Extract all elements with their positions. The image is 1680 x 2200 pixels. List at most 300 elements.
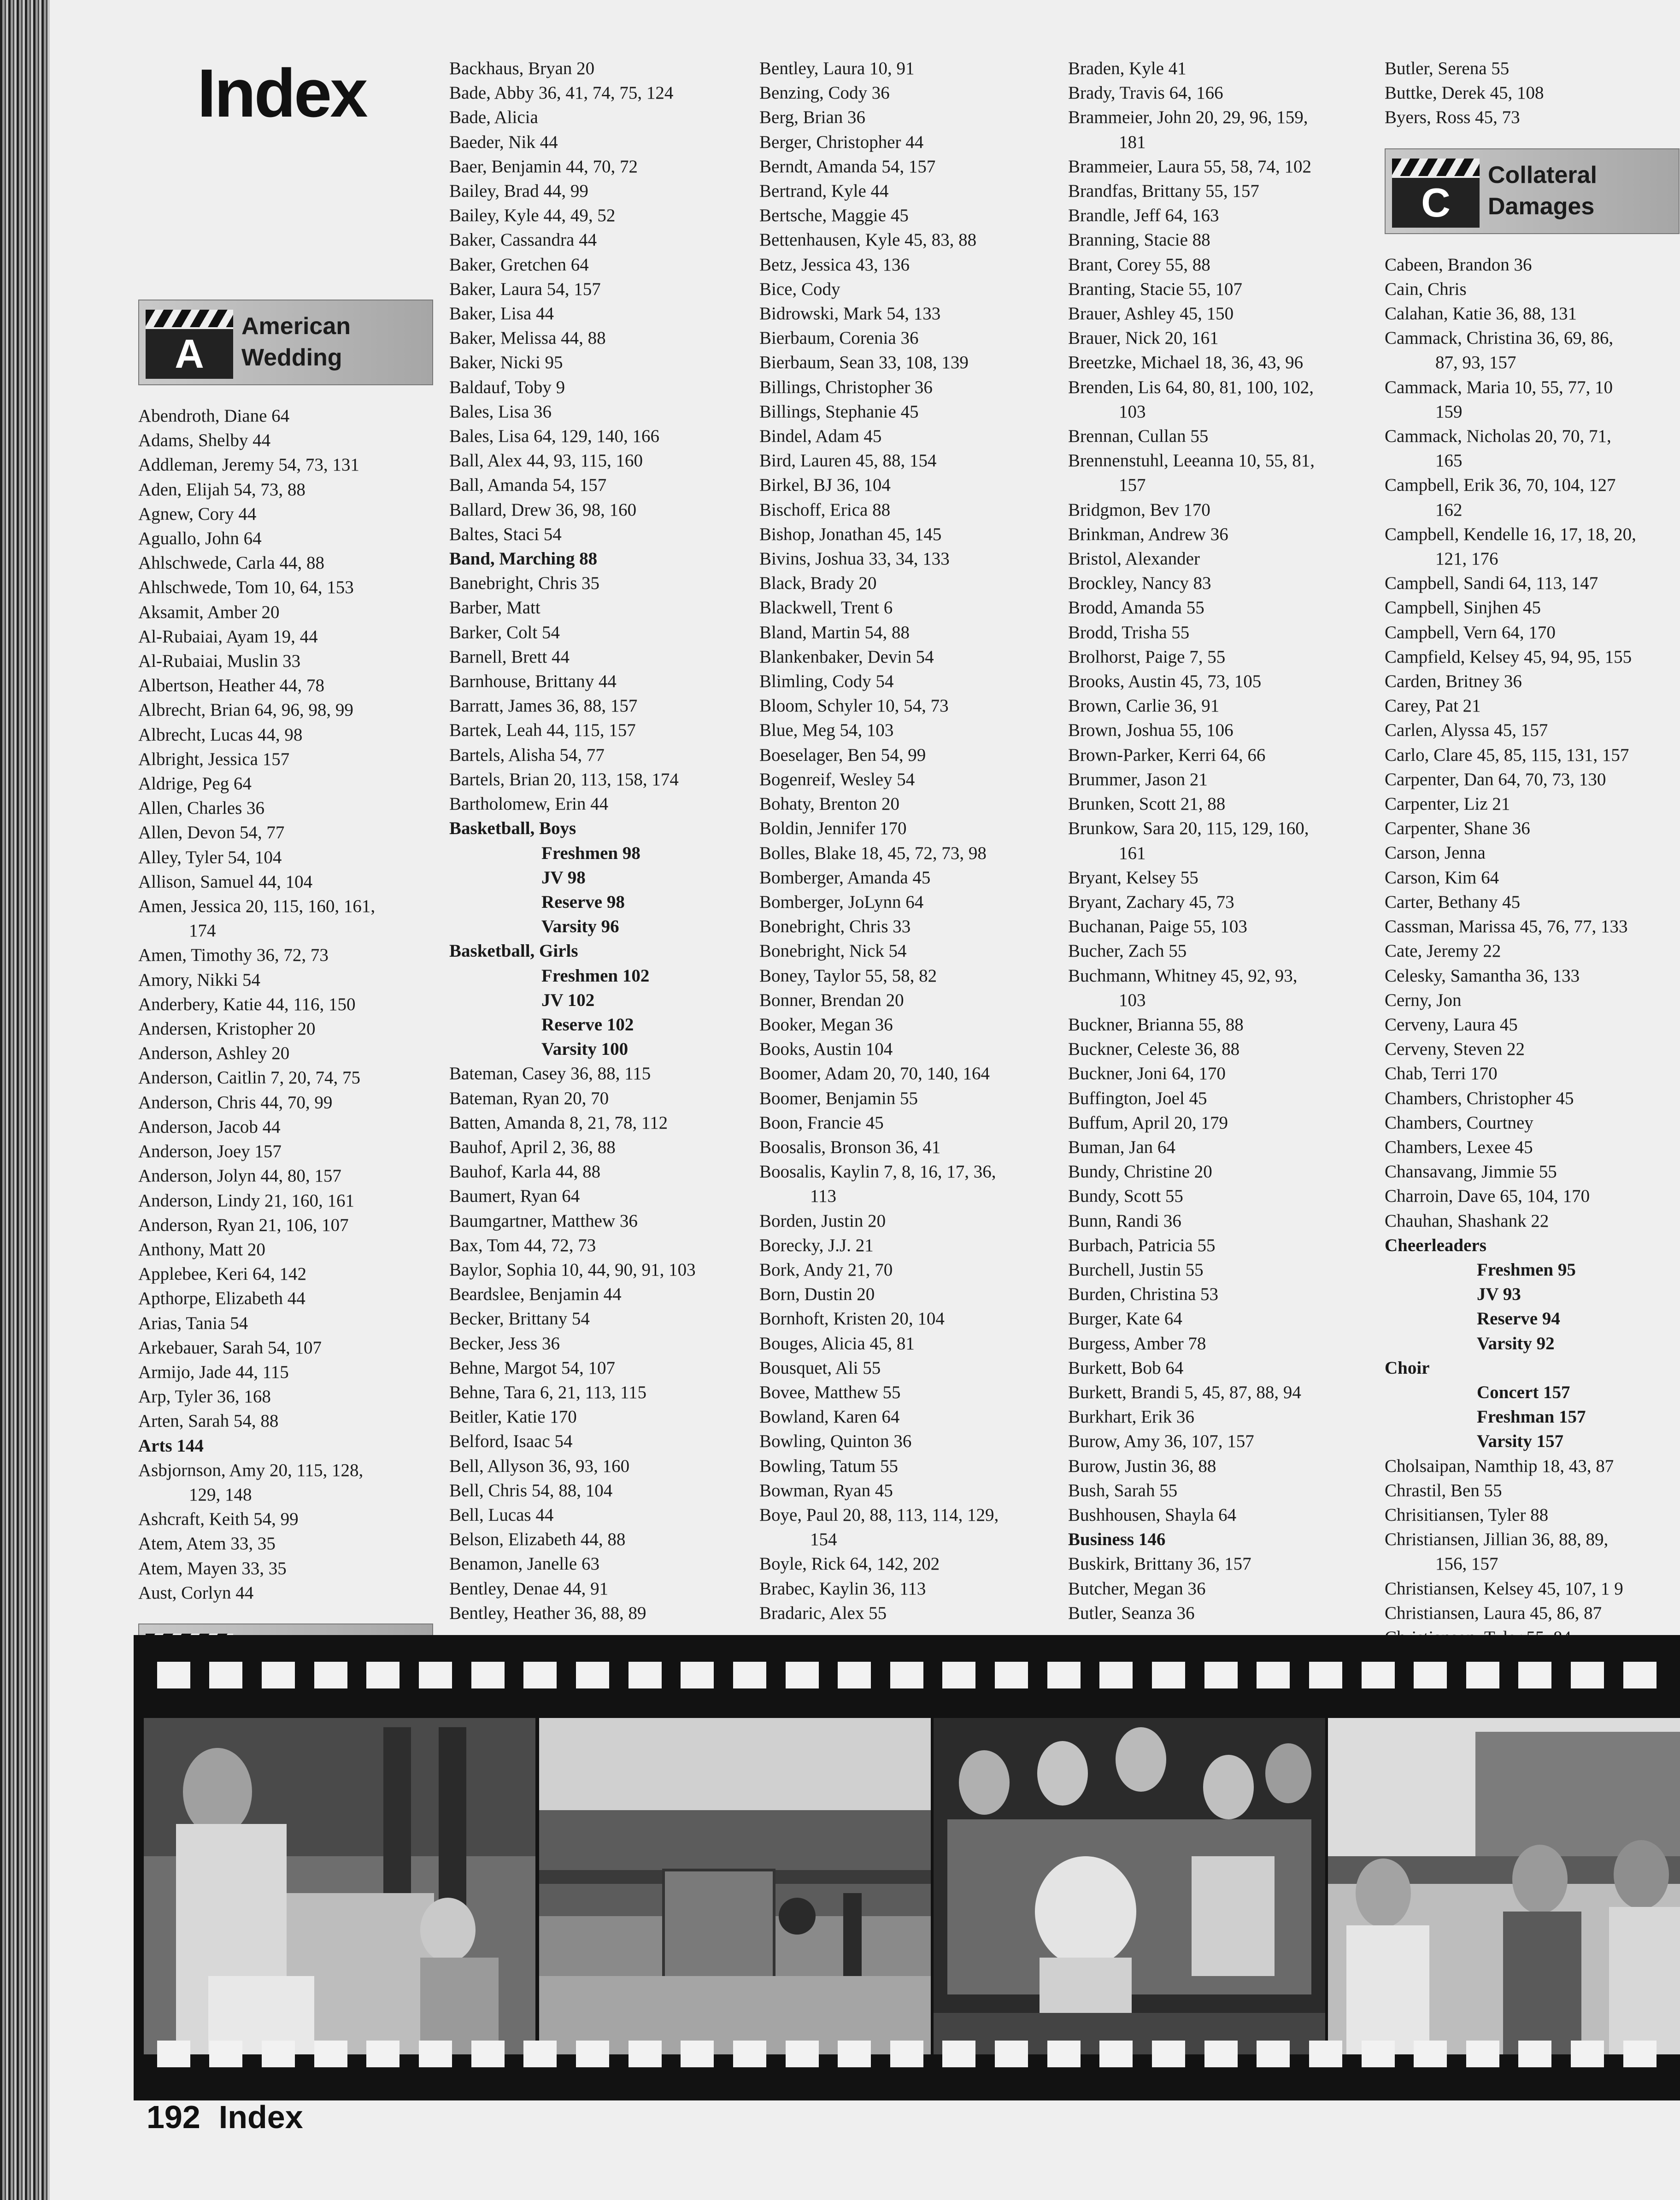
index-subtopic: Concert 157	[1477, 1382, 1570, 1402]
index-entry: Bateman, Ryan 20, 70	[449, 1088, 609, 1108]
index-entry: Burger, Kate 64	[1068, 1309, 1182, 1329]
photo-courtyard-dunk-tank	[539, 1718, 931, 2054]
index-entry: Aden, Elijah 54, 73, 88	[138, 479, 305, 500]
index-subtopic: Freshmen 98	[541, 843, 640, 863]
index-entry: Boye, Paul 20, 88, 113, 114, 129,	[759, 1505, 999, 1525]
index-entry: Banebright, Chris 35	[449, 573, 600, 594]
index-entry: Christiansen, Kelsey 45, 107, 1 9	[1385, 1578, 1623, 1599]
index-entry: Boosalis, Bronson 36, 41	[759, 1137, 941, 1157]
index-entry: Cain, Chris	[1385, 279, 1467, 299]
index-entry: Boldin, Jennifer 170	[759, 818, 907, 839]
index-entry: Bouges, Alicia 45, 81	[759, 1333, 915, 1353]
index-entry: Beardslee, Benjamin 44	[449, 1284, 622, 1305]
index-entry: Bentley, Heather 36, 88, 89	[449, 1603, 646, 1623]
index-entry: Amen, Timothy 36, 72, 73	[138, 945, 329, 965]
index-entry: Abendroth, Diane 64	[138, 406, 290, 426]
index-entry: Calahan, Katie 36, 88, 131	[1385, 304, 1577, 324]
index-entry: Boney, Taylor 55, 58, 82	[759, 965, 937, 986]
index-entry: Bade, Abby 36, 41, 74, 75, 124	[449, 83, 674, 103]
index-entry: Buman, Jan 64	[1068, 1137, 1175, 1157]
index-column-2	[449, 56, 744, 1625]
index-entry: Brown-Parker, Kerri 64, 66	[1068, 745, 1266, 765]
index-column-5	[1385, 56, 1680, 1650]
index-entry: Baer, Benjamin 44, 70, 72	[449, 156, 638, 176]
index-entry: Brooks, Austin 45, 73, 105	[1068, 671, 1262, 692]
index-entry: Billings, Christopher 36	[759, 377, 933, 397]
section-banner-title: Collateral Damages	[1488, 161, 1597, 220]
index-entry: Anderson, Lindy 21, 160, 161	[138, 1190, 355, 1211]
index-entry: Bivins, Joshua 33, 34, 133	[759, 549, 950, 569]
index-entry: Applebee, Keri 64, 142	[138, 1264, 306, 1284]
index-entry: Albright, Jessica 157	[138, 749, 290, 769]
index-entry: Boomer, Benjamin 55	[759, 1088, 918, 1108]
index-entry: Carpenter, Liz 21	[1385, 794, 1510, 814]
index-entry: Bowman, Ryan 45	[759, 1480, 893, 1500]
index-entry: Butcher, Megan 36	[1068, 1578, 1206, 1599]
index-entry-continuation: 157	[1119, 475, 1146, 495]
index-entry: Berger, Christopher 44	[759, 132, 924, 152]
film-sprocket-holes-bottom	[134, 2041, 1680, 2073]
index-entry: Campbell, Erik 36, 70, 104, 127	[1385, 475, 1616, 495]
index-entry-continuation: 156, 157	[1435, 1554, 1498, 1574]
index-entry: Anderson, Ashley 20	[138, 1043, 290, 1064]
index-entry: Baeder, Nik 44	[449, 132, 558, 152]
index-entry: Bornhoft, Kristen 20, 104	[759, 1309, 945, 1329]
index-entry: Bogenreif, Wesley 54	[759, 769, 915, 789]
index-entry: Branting, Stacie 55, 107	[1068, 279, 1243, 299]
section-banner-c	[1385, 148, 1680, 234]
index-entry: Adams, Shelby 44	[138, 430, 271, 451]
index-subtopic: JV 102	[541, 990, 595, 1010]
index-entry: Brandfas, Brittany 55, 157	[1068, 181, 1259, 201]
index-entry: Brockley, Nancy 83	[1068, 573, 1211, 594]
index-entry: Braden, Kyle 41	[1068, 59, 1187, 78]
index-entry: Bonner, Brendan 20	[759, 990, 904, 1010]
index-entry: Chansavang, Jimmie 55	[1385, 1162, 1557, 1182]
index-entry: Cerveny, Laura 45	[1385, 1014, 1518, 1035]
index-entry: Cate, Jeremy 22	[1385, 941, 1501, 961]
index-entry: Carpenter, Shane 36	[1385, 818, 1530, 839]
index-entry-continuation: 121, 176	[1435, 549, 1498, 569]
index-entry-continuation: 87, 93, 157	[1435, 353, 1516, 373]
index-entry: Amory, Nikki 54	[138, 970, 261, 990]
index-subtopic: Freshman 157	[1477, 1407, 1586, 1427]
index-entry: Allison, Samuel 44, 104	[138, 871, 313, 892]
index-entry: Brauer, Nick 20, 161	[1068, 328, 1219, 348]
index-entry: Boon, Francie 45	[759, 1112, 884, 1133]
index-entry: Campfield, Kelsey 45, 94, 95, 155	[1385, 647, 1632, 667]
index-entry: Agnew, Cory 44	[138, 504, 257, 524]
index-entry: Albrecht, Lucas 44, 98	[138, 724, 303, 745]
index-entry: Bousquet, Ali 55	[759, 1358, 881, 1378]
index-entry: Carson, Jenna	[1385, 843, 1486, 863]
index-entry: Branning, Stacie 88	[1068, 230, 1210, 250]
index-entry: Brant, Corey 55, 88	[1068, 254, 1210, 275]
index-entry: Ballard, Drew 36, 98, 160	[449, 500, 637, 520]
page-footer	[147, 2099, 322, 2135]
index-entry: Bomberger, JoLynn 64	[759, 892, 924, 912]
section-banner-title: American Wedding	[241, 313, 351, 371]
index-entry: Baumgartner, Matthew 36	[449, 1211, 638, 1231]
index-entry: Buskirk, Brittany 36, 157	[1068, 1554, 1251, 1574]
index-entry: Bowland, Karen 64	[759, 1407, 900, 1427]
index-entry: Alley, Tyler 54, 104	[138, 847, 282, 867]
index-entry: Bales, Lisa 64, 129, 140, 166	[449, 426, 660, 447]
index-entry: Ahlschwede, Carla 44, 88	[138, 553, 324, 573]
index-entry: Boosalis, Kaylin 7, 8, 16, 17, 36,	[759, 1162, 996, 1182]
index-entry: Brenden, Lis 64, 80, 81, 100, 102,	[1068, 377, 1314, 397]
index-entry: Apthorpe, Elizabeth 44	[138, 1288, 305, 1309]
index-entry-continuation: 154	[810, 1529, 837, 1550]
index-entry: Beitler, Katie 170	[449, 1407, 577, 1427]
index-entry: Cammack, Christina 36, 69, 86,	[1385, 328, 1614, 348]
index-entry: Anderson, Caitlin 7, 20, 74, 75	[138, 1068, 361, 1088]
index-entry: Anderson, Chris 44, 70, 99	[138, 1092, 333, 1112]
index-entry: Bice, Cody	[759, 279, 840, 299]
index-entry: Chrisitiansen, Tyler 88	[1385, 1505, 1549, 1525]
index-entry: Bowling, Tatum 55	[759, 1456, 898, 1476]
index-entry: Bentley, Laura 10, 91	[759, 59, 915, 78]
index-entry-continuation: 103	[1119, 401, 1146, 422]
index-entry: Carpenter, Dan 64, 70, 73, 130	[1385, 769, 1606, 789]
index-entry: Betz, Jessica 43, 136	[759, 254, 910, 275]
index-entry: Anderson, Jolyn 44, 80, 157	[138, 1166, 341, 1186]
index-topic-heading: Business 146	[1068, 1529, 1166, 1550]
index-entry: Bundy, Scott 55	[1068, 1186, 1183, 1206]
index-entry: Books, Austin 104	[759, 1039, 893, 1059]
index-entry: Cammack, Nicholas 20, 70, 71,	[1385, 426, 1611, 447]
index-entry: Bonebright, Chris 33	[759, 917, 911, 937]
index-entry: Aust, Corlyn 44	[138, 1582, 254, 1603]
index-entry: Bovee, Matthew 55	[759, 1382, 901, 1402]
index-entry: Brauer, Ashley 45, 150	[1068, 304, 1234, 324]
page-binding-edge	[0, 0, 50, 2200]
index-topic-heading: Arts 144	[138, 1435, 204, 1456]
index-entry: Baker, Gretchen 64	[449, 254, 589, 275]
index-entry: Barber, Matt	[449, 598, 540, 618]
index-entry: Backhaus, Bryan 20	[449, 59, 595, 78]
index-entry: Bryant, Kelsey 55	[1068, 867, 1198, 888]
index-entry: Brummer, Jason 21	[1068, 769, 1208, 789]
index-entry-continuation: 174	[189, 921, 216, 941]
index-entry: Byers, Ross 45, 73	[1385, 107, 1520, 128]
index-entry: Carlo, Clare 45, 85, 115, 131, 157	[1385, 745, 1629, 765]
index-entry: Belson, Elizabeth 44, 88	[449, 1529, 626, 1550]
index-entry: Chambers, Courtney	[1385, 1112, 1533, 1133]
index-entry: Bryant, Zachary 45, 73	[1068, 892, 1234, 912]
index-entry: Butler, Serena 55	[1385, 59, 1510, 78]
index-entry: Campbell, Vern 64, 170	[1385, 622, 1556, 642]
index-entry: Barker, Colt 54	[449, 622, 560, 642]
index-entry: Bischoff, Erica 88	[759, 500, 891, 520]
index-entry: Brandle, Jeff 64, 163	[1068, 206, 1219, 226]
index-entry: Burkett, Bob 64	[1068, 1358, 1184, 1378]
index-topic-heading: Basketball, Girls	[449, 941, 578, 961]
index-entry: Atem, Atem 33, 35	[138, 1534, 276, 1554]
index-entry: Campbell, Kendelle 16, 17, 18, 20,	[1385, 524, 1636, 544]
index-subtopic: Freshmen 95	[1477, 1259, 1576, 1280]
index-entry: Anderson, Jacob 44	[138, 1117, 281, 1137]
clapperboard-icon	[146, 310, 233, 379]
index-entry: Blackwell, Trent 6	[759, 598, 893, 618]
index-entry: Bush, Sarah 55	[1068, 1480, 1178, 1500]
index-entry-continuation: 113	[810, 1186, 837, 1206]
index-entry: Cammack, Maria 10, 55, 77, 10	[1385, 377, 1613, 397]
index-entry: Bomberger, Amanda 45	[759, 867, 931, 888]
index-entry: Borden, Justin 20	[759, 1211, 886, 1231]
index-entry: Baker, Melissa 44, 88	[449, 328, 606, 348]
index-entry: Blankenbaker, Devin 54	[759, 647, 934, 667]
film-sprocket-holes-top	[134, 1662, 1680, 1694]
index-entry: Batten, Amanda 8, 21, 78, 112	[449, 1112, 668, 1133]
index-entry: Burgess, Amber 78	[1068, 1333, 1206, 1353]
index-entry: Butler, Seanza 36	[1068, 1603, 1195, 1623]
index-entry-continuation: 161	[1119, 843, 1146, 863]
index-entry: Bradaric, Alex 55	[759, 1603, 887, 1623]
index-entry: Barratt, James 36, 88, 157	[449, 696, 638, 716]
index-entry: Bidrowski, Mark 54, 133	[759, 304, 941, 324]
index-entry: Allen, Devon 54, 77	[138, 823, 285, 843]
index-entry-continuation: 159	[1435, 401, 1463, 422]
index-entry: Buckner, Celeste 36, 88	[1068, 1039, 1240, 1059]
index-entry: Armijo, Jade 44, 115	[138, 1362, 289, 1382]
index-entry: Bonebright, Nick 54	[759, 941, 907, 961]
index-entry: Brennenstuhl, Leeanna 10, 55, 81,	[1068, 451, 1315, 471]
index-entry-continuation: 103	[1119, 990, 1146, 1010]
index-entry: Aldrige, Peg 64	[138, 774, 252, 794]
index-entry: Brinkman, Andrew 36	[1068, 524, 1228, 544]
index-entry: Bateman, Casey 36, 88, 115	[449, 1064, 651, 1084]
page-number: 192	[147, 2099, 200, 2135]
index-entry: Asbjornson, Amy 20, 115, 128,	[138, 1460, 364, 1480]
index-entry: Berg, Brian 36	[759, 107, 866, 128]
index-entry: Bell, Chris 54, 88, 104	[449, 1480, 613, 1500]
index-entry: Brodd, Amanda 55	[1068, 598, 1204, 618]
index-entry: Benzing, Cody 36	[759, 83, 890, 103]
index-entry: Atem, Mayen 33, 35	[138, 1558, 287, 1578]
index-entry: Anderson, Joey 157	[138, 1141, 282, 1162]
index-entry: Bridgmon, Bev 170	[1068, 500, 1210, 520]
index-entry: Bertrand, Kyle 44	[759, 181, 889, 201]
index-topic-heading: Choir	[1385, 1358, 1430, 1378]
index-subtopic: Reserve 98	[541, 892, 625, 912]
photo-library-students	[144, 1718, 535, 2054]
index-entry: Bartek, Leah 44, 115, 157	[449, 720, 636, 741]
index-entry: Baker, Nicki 95	[449, 353, 563, 373]
index-subtopic: Reserve 102	[541, 1014, 634, 1035]
index-entry: Burbach, Patricia 55	[1068, 1235, 1216, 1255]
film-strip	[134, 1635, 1680, 2100]
index-entry: Al-Rubaiai, Muslin 33	[138, 651, 301, 671]
index-entry: Aksamit, Amber 20	[138, 602, 280, 622]
index-entry-continuation: 181	[1119, 132, 1146, 152]
index-entry: Barnhouse, Brittany 44	[449, 671, 617, 692]
index-entry: Bork, Andy 21, 70	[759, 1259, 893, 1280]
index-entry: Anthony, Matt 20	[138, 1239, 265, 1259]
index-entry: Arp, Tyler 36, 168	[138, 1387, 271, 1407]
index-entry: Bartels, Alisha 54, 77	[449, 745, 605, 765]
index-entry-continuation: 162	[1435, 500, 1463, 520]
index-entry: Bartels, Brian 20, 113, 158, 174	[449, 769, 679, 789]
footer-label: Index	[218, 2099, 303, 2135]
index-entry-continuation: 165	[1435, 451, 1463, 471]
index-entry: Bauhof, April 2, 36, 88	[449, 1137, 616, 1157]
index-entry: Behne, Margot 54, 107	[449, 1358, 615, 1378]
index-entry: Belford, Isaac 54	[449, 1431, 573, 1452]
index-entry: Baltes, Staci 54	[449, 524, 562, 544]
index-entry: Burden, Christina 53	[1068, 1284, 1219, 1305]
index-entry: Bertsche, Maggie 45	[759, 206, 909, 226]
index-subtopic: Reserve 94	[1477, 1309, 1560, 1329]
index-entry: Burkhart, Erik 36	[1068, 1407, 1195, 1427]
index-entry: Buffington, Joel 45	[1068, 1088, 1207, 1108]
index-entry: Breetzke, Michael 18, 36, 43, 96	[1068, 353, 1304, 373]
index-entry: Bunn, Randi 36	[1068, 1211, 1181, 1231]
index-entry: Becker, Jess 36	[449, 1333, 560, 1353]
index-entry: Chambers, Christopher 45	[1385, 1088, 1574, 1108]
index-entry: Cerveny, Steven 22	[1385, 1039, 1525, 1059]
index-entry: Bohaty, Brenton 20	[759, 794, 900, 814]
index-entry: Bowling, Quinton 36	[759, 1431, 912, 1452]
index-entry: Borecky, J.J. 21	[759, 1235, 874, 1255]
index-subtopic: Varsity 96	[541, 917, 619, 937]
index-entry: Brodd, Trisha 55	[1068, 622, 1190, 642]
index-entry: Bishop, Jonathan 45, 145	[759, 524, 942, 544]
index-topic-heading: Basketball, Boys	[449, 818, 576, 839]
index-entry: Baldauf, Toby 9	[449, 377, 565, 397]
index-entry: Bax, Tom 44, 72, 73	[449, 1235, 596, 1255]
index-entry: Brabec, Kaylin 36, 113	[759, 1578, 926, 1599]
index-entry: Amen, Jessica 20, 115, 160, 161,	[138, 896, 376, 917]
index-entry: Benamon, Janelle 63	[449, 1554, 599, 1574]
index-entry: Andersen, Kristopher 20	[138, 1019, 316, 1039]
index-entry: Bartholomew, Erin 44	[449, 794, 609, 814]
index-entry: Allen, Charles 36	[138, 798, 265, 818]
index-entry: Boeselager, Ben 54, 99	[759, 745, 926, 765]
index-column-1	[138, 281, 433, 1776]
index-entry: Brady, Travis 64, 166	[1068, 83, 1223, 103]
index-entry: Bundy, Christine 20	[1068, 1162, 1212, 1182]
index-entry: Chauhan, Shashank 22	[1385, 1211, 1549, 1231]
index-entry: Christiansen, Jillian 36, 88, 89,	[1385, 1529, 1609, 1550]
index-entry: Barnell, Brett 44	[449, 647, 570, 667]
index-entry: Brown, Joshua 55, 106	[1068, 720, 1234, 741]
index-entry: Anderbery, Katie 44, 116, 150	[138, 994, 356, 1014]
index-entry: Aguallo, John 64	[138, 529, 262, 549]
index-entry: Brammeier, Laura 55, 58, 74, 102	[1068, 156, 1312, 176]
index-entry: Brown, Carlie 36, 91	[1068, 696, 1220, 716]
index-entry: Burow, Amy 36, 107, 157	[1068, 1431, 1254, 1452]
index-entry: Bushhousen, Shayla 64	[1068, 1505, 1237, 1525]
index-entry: Bucher, Zach 55	[1068, 941, 1187, 961]
index-entry: Campbell, Sandi 64, 113, 147	[1385, 573, 1598, 594]
index-entry: Burow, Justin 36, 88	[1068, 1456, 1216, 1476]
index-subtopic: Varsity 157	[1477, 1431, 1564, 1452]
index-topic-heading: Cheerleaders	[1385, 1235, 1486, 1255]
index-entry: Cassman, Marissa 45, 76, 77, 133	[1385, 917, 1628, 937]
index-entry: Celesky, Samantha 36, 133	[1385, 965, 1580, 986]
section-banner-a	[138, 300, 433, 385]
index-entry: Christiansen, Laura 45, 86, 87	[1385, 1603, 1602, 1623]
index-entry: Chambers, Lexee 45	[1385, 1137, 1533, 1157]
index-entry: Bettenhausen, Kyle 45, 83, 88	[759, 230, 977, 250]
index-entry: Chab, Terri 170	[1385, 1064, 1498, 1084]
index-entry: Buckner, Joni 64, 170	[1068, 1064, 1226, 1084]
index-entry: Ahlschwede, Tom 10, 64, 153	[138, 577, 354, 598]
index-entry: Baker, Lisa 44	[449, 304, 554, 324]
index-entry: Carden, Britney 36	[1385, 671, 1522, 692]
index-entry: Baumert, Ryan 64	[449, 1186, 580, 1206]
index-entry: Baker, Laura 54, 157	[449, 279, 601, 299]
index-entry: Carter, Bethany 45	[1385, 892, 1521, 912]
index-entry: Brolhorst, Paige 7, 55	[1068, 647, 1226, 667]
index-entry: Billings, Stephanie 45	[759, 401, 919, 422]
index-entry: Brunkow, Sara 20, 115, 129, 160,	[1068, 818, 1309, 839]
index-entry: Bailey, Kyle 44, 49, 52	[449, 206, 616, 226]
index-entry: Born, Dustin 20	[759, 1284, 875, 1305]
photo-group-mascot	[934, 1718, 1325, 2054]
index-entry: Ashcraft, Keith 54, 99	[138, 1509, 299, 1529]
index-entry: Bolles, Blake 18, 45, 72, 73, 98	[759, 843, 987, 863]
index-entry: Cerny, Jon	[1385, 990, 1462, 1010]
index-entry: Booker, Megan 36	[759, 1014, 893, 1035]
section-letter: A	[175, 331, 204, 376]
index-entry: Buffum, April 20, 179	[1068, 1112, 1228, 1133]
index-entry: Bell, Allyson 36, 93, 160	[449, 1456, 630, 1476]
index-entry: Boomer, Adam 20, 70, 140, 164	[759, 1064, 990, 1084]
index-entry: Ball, Alex 44, 93, 115, 160	[449, 451, 643, 471]
index-subtopic: JV 93	[1477, 1284, 1521, 1305]
index-entry: Charroin, Dave 65, 104, 170	[1385, 1186, 1590, 1206]
index-entry-continuation: 129, 148	[189, 1484, 252, 1505]
index-topic-heading: Band, Marching 88	[449, 549, 598, 569]
index-entry: Carlen, Alyssa 45, 157	[1385, 720, 1548, 741]
index-entry: Ball, Amanda 54, 157	[449, 475, 607, 495]
section-letter: C	[1421, 179, 1451, 225]
index-entry: Bade, Alicia	[449, 107, 538, 128]
index-entry: Burkett, Brandi 5, 45, 87, 88, 94	[1068, 1382, 1301, 1402]
index-entry: Cabeen, Brandon 36	[1385, 254, 1532, 275]
index-entry: Bierbaum, Corenia 36	[759, 328, 919, 348]
index-entry: Baylor, Sophia 10, 44, 90, 91, 103	[449, 1259, 696, 1280]
index-entry: Bristol, Alexander	[1068, 549, 1200, 569]
index-entry: Buchanan, Paige 55, 103	[1068, 917, 1247, 937]
index-entry: Bird, Lauren 45, 88, 154	[759, 451, 937, 471]
index-entry: Bindel, Adam 45	[759, 426, 882, 447]
index-entry: Brammeier, John 20, 29, 96, 159,	[1068, 107, 1308, 128]
index-entry: Albertson, Heather 44, 78	[138, 676, 324, 696]
index-entry: Bell, Lucas 44	[449, 1505, 554, 1525]
index-entry: Cholsaipan, Namthip 18, 43, 87	[1385, 1456, 1614, 1476]
index-entry: Campbell, Sinjhen 45	[1385, 598, 1541, 618]
index-entry: Brunken, Scott 21, 88	[1068, 794, 1226, 814]
index-subtopic: JV 98	[541, 867, 586, 888]
index-entry: Chrastil, Ben 55	[1385, 1480, 1502, 1500]
index-entry: Addleman, Jeremy 54, 73, 131	[138, 455, 359, 475]
index-entry: Carson, Kim 64	[1385, 867, 1499, 888]
index-subtopic: Varsity 100	[541, 1039, 629, 1059]
index-entry: Berndt, Amanda 54, 157	[759, 156, 936, 176]
index-entry: Brennan, Cullan 55	[1068, 426, 1209, 447]
index-entry: Buttke, Derek 45, 108	[1385, 83, 1544, 103]
index-entry: Bierbaum, Sean 33, 108, 139	[759, 353, 969, 373]
index-entry: Arkebauer, Sarah 54, 107	[138, 1337, 322, 1358]
index-subtopic: Freshmen 102	[541, 965, 650, 986]
index-entry: Carey, Pat 21	[1385, 696, 1481, 716]
index-entry: Behne, Tara 6, 21, 113, 115	[449, 1382, 646, 1402]
index-entry: Buchmann, Whitney 45, 92, 93,	[1068, 965, 1298, 986]
index-entry: Arias, Tania 54	[138, 1313, 248, 1333]
